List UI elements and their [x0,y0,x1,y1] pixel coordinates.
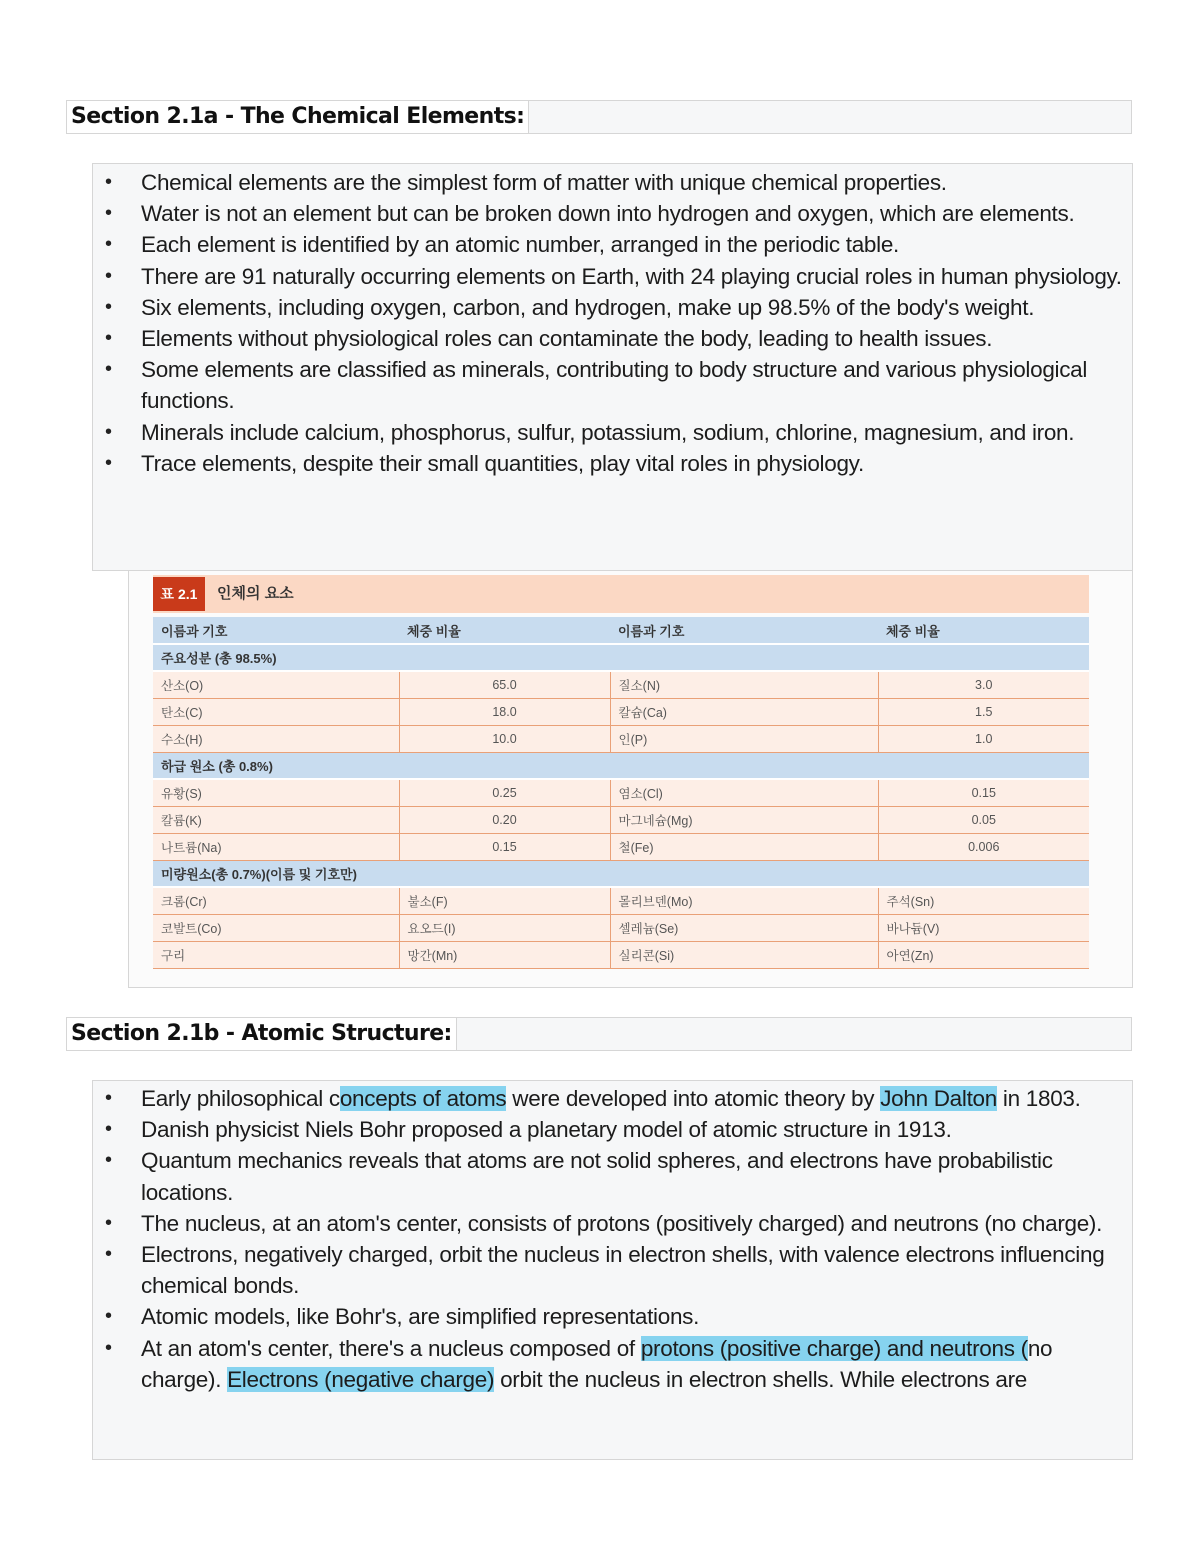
group-label: 하급 원소 (총 0.8%) [153,752,1089,779]
bullet-item: • Quantum mechanics reveals that atoms are not solid spheres, and electrons have probabilistic locations. [93,1145,1132,1207]
table-header-row [153,617,1089,644]
table-cell: 칼슘(Ca) [610,698,878,725]
table-cell: 65.0 [399,671,610,698]
bullet-item: • Water is not an element but can be broken down into hydrogen and oxygen, which are elements. [93,198,1132,229]
header-cell: 이름과 기호 [153,617,399,644]
table-cell: 인(P) [610,725,878,752]
table-cell: 염소(Cl) [610,779,878,806]
table-title: 인체의 요소 [217,585,294,602]
table-cell: 셀레늄(Se) [610,914,878,941]
bullet-item: • Electrons, negatively charged, orbit the nucleus in electron shells, with valence electrons influencing chemical bonds. [93,1239,1132,1301]
highlighted-text: Electrons (negative charge) [227,1366,495,1392]
section-a-title: Section 2.1a - The Chemical Elements: [67,101,529,133]
section-a-bullet-box [92,163,1133,571]
table-cell: 1.5 [878,698,1089,725]
table-cell: 수소(H) [153,725,399,752]
highlighted-text: John Dalton [880,1086,997,1111]
bullet-item: • Atomic models, like Bohr's, are simplified representations. [93,1301,1132,1332]
table-cell: 유황(S) [153,779,399,806]
table-row [153,914,1089,941]
group-row [153,860,1089,887]
bullet-item [93,1333,1132,1395]
bullet-text: in 1803. [996,1086,1081,1111]
table-cell: 몰리브덴(Mo) [610,887,878,914]
table-cell: 0.20 [399,806,610,833]
table-cell: 1.0 [878,725,1089,752]
group-row [153,644,1089,671]
table-row [153,887,1089,914]
table-cell: 크롬(Cr) [153,887,399,914]
table-cell: 0.15 [399,833,610,860]
table-cell: 나트륨(Na) [153,833,399,860]
table-badge: 표 2.1 [153,577,205,611]
bullet-text: Early philosophical c [141,1086,340,1111]
table-cell: 18.0 [399,698,610,725]
table-cell: 칼륨(K) [153,806,399,833]
table-cell: 0.15 [878,779,1089,806]
table-row [153,779,1089,806]
table-cell: 구리 [153,941,399,968]
table-cell: 코발트(Co) [153,914,399,941]
table-cell: 망간(Mn) [399,941,610,968]
group-label: 미량원소(총 0.7%)(이름 및 기호만) [153,860,1089,887]
table-row [153,833,1089,860]
highlighted-text: oncepts of atoms [339,1086,507,1111]
table-row [153,698,1089,725]
header-cell: 이름과 기호 [610,617,878,644]
elements-table [153,617,1089,969]
table-row [153,941,1089,968]
section-b-title: Section 2.1b - Atomic Structure: [67,1018,457,1050]
table-row [153,725,1089,752]
bullet-item: • The nucleus, at an atom's center, consists of protons (positively charged) and neutrons (no charge). [93,1208,1132,1239]
bullet-item: • Danish physicist Niels Bohr proposed a planetary model of atomic structure in 1913. [93,1114,1132,1145]
section-b-bullet-list [93,1083,1132,1395]
bullet-text: were developed into atomic theory by [506,1086,881,1111]
table-title-bar [153,575,1089,613]
table-row [153,671,1089,698]
bullet-item: • Elements without physiological roles can contaminate the body, leading to health issues. [93,323,1132,354]
bullet-item: • Each element is identified by an atomic number, arranged in the periodic table. [93,229,1132,260]
bullet-item: • Minerals include calcium, phosphorus, sulfur, potassium, sodium, chlorine, magnesium, and iron. [93,417,1132,448]
header-cell: 체중 비율 [878,617,1089,644]
bullet-item: • Chemical elements are the simplest form of matter with unique chemical properties. [93,167,1132,198]
table-cell: 요오드(I) [399,914,610,941]
table-cell: 10.0 [399,725,610,752]
bullet-item: • Trace elements, despite their small quantities, play vital roles in physiology. [93,448,1132,479]
bullet-text: no charge). [141,1335,1053,1392]
table-cell: 마그네슘(Mg) [610,806,878,833]
bullet-text: At an atom's center, there's a nucleus composed of [141,1335,641,1361]
section-a-header [66,100,1132,134]
table-cell: 0.006 [878,833,1089,860]
bullet-item: • Some elements are classified as minerals, contributing to body structure and various physiological functions. [93,354,1132,416]
section-b-header [66,1017,1132,1051]
section-a-bullet-list [93,167,1132,479]
table-row [153,806,1089,833]
bullet-item: • There are 91 naturally occurring elements on Earth, with 24 playing crucial roles in human physiology. [93,261,1132,292]
bullet-item [93,1083,1132,1114]
group-row [153,752,1089,779]
table-cell: 0.05 [878,806,1089,833]
table-cell: 질소(N) [610,671,878,698]
table-cell: 0.25 [399,779,610,806]
highlighted-text: protons (positive charge) and neutrons ( [640,1335,1028,1361]
table-cell: 실리콘(Si) [610,941,878,968]
table-cell: 주석(Sn) [878,887,1089,914]
section-b-bullet-box [92,1080,1133,1460]
bullet-item: • Six elements, including oxygen, carbon, and hydrogen, make up 98.5% of the body's weight. [93,292,1132,323]
table-cell: 불소(F) [399,887,610,914]
header-cell: 체중 비율 [399,617,610,644]
table-cell: 바나듐(V) [878,914,1089,941]
table-cell: 3.0 [878,671,1089,698]
elements-table-figure [128,570,1133,988]
table-cell: 탄소(C) [153,698,399,725]
group-label: 주요성분 (총 98.5%) [153,644,1089,671]
table-cell: 철(Fe) [610,833,878,860]
table-cell: 아연(Zn) [878,941,1089,968]
table-cell: 산소(O) [153,671,399,698]
elements-table-wrap [153,575,1089,969]
bullet-text: orbit the nucleus in electron shells. While electrons are [494,1366,1028,1392]
